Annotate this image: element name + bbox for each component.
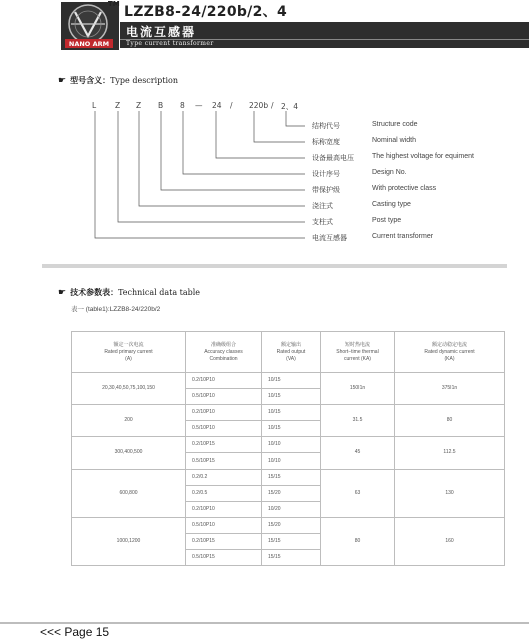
technical-data-heading: ☛ 技术参数表：Technical data table <box>58 288 201 298</box>
desc-en: Current transformer <box>372 233 434 240</box>
accuracy-cell: 0.5/10P10 <box>186 517 262 533</box>
header-dynamic-current: 额定动稳定电流 Rated dynamic current (KA) <box>395 332 505 373</box>
primary-current-cell: 20,30,40,50,75,100,150 <box>72 373 186 405</box>
output-cell: 10/15 <box>262 405 321 421</box>
table-row <box>72 405 505 421</box>
pointing-hand-icon: ☛ <box>58 76 67 86</box>
code-letter: 24 <box>212 101 222 110</box>
dynamic-cell: 160 <box>395 517 505 565</box>
desc-cn: 电流互感器 <box>312 234 347 242</box>
code-letter: B <box>158 101 164 110</box>
footer-rule <box>0 622 529 624</box>
code-letter: Z <box>115 101 121 110</box>
section-divider <box>42 264 507 268</box>
header-rated-output: 额定输出 Rated output (VA) <box>262 332 321 373</box>
desc-en: Structure code <box>372 121 418 128</box>
desc-en: Design No. <box>372 169 407 176</box>
desc-cn: 结构代号 <box>312 122 340 130</box>
desc-cn: 浇注式 <box>312 202 333 210</box>
dynamic-cell: 375I1n <box>395 373 505 405</box>
table-row <box>72 437 505 453</box>
header-thermal-current: 短时热电流 Short−time thermal current (KA) <box>321 332 395 373</box>
primary-current-cell: 600,800 <box>72 469 186 517</box>
output-cell: 15/20 <box>262 517 321 533</box>
accuracy-cell: 0.2/0.2 <box>186 469 262 485</box>
desc-en: Nominal width <box>372 137 416 144</box>
desc-en: Casting type <box>372 201 411 208</box>
trademark-mark: TM <box>108 0 120 8</box>
output-cell: 15/15 <box>262 469 321 485</box>
output-cell: 10/15 <box>262 421 321 437</box>
pointing-hand-icon: ☛ <box>58 288 67 298</box>
thermal-cell: 31.5 <box>321 405 395 437</box>
desc-en: With protective class <box>372 185 437 192</box>
type-description-heading: ☛ 型号含义：Type description <box>58 76 179 86</box>
primary-current-cell: 200 <box>72 405 186 437</box>
thermal-cell: 45 <box>321 437 395 469</box>
code-connector-lines <box>0 0 529 260</box>
output-cell: 10/15 <box>262 389 321 405</box>
table-caption: 表一 (table1):LZZB8-24/220b/2 <box>71 306 161 313</box>
code-letter: / <box>230 101 233 110</box>
thermal-cell: 63 <box>321 469 395 517</box>
accuracy-cell: 0.5/10P10 <box>186 421 262 437</box>
output-cell: 15/20 <box>262 485 321 501</box>
primary-current-cell: 300,400,500 <box>72 437 186 469</box>
output-cell: 15/15 <box>262 550 321 566</box>
accuracy-cell: 0.2/10P15 <box>186 533 262 549</box>
accuracy-cell: 0.2/10P10 <box>186 373 262 389</box>
output-cell: 10/10 <box>262 453 321 469</box>
product-title-en: Type current transformer <box>126 40 214 47</box>
output-cell: 10/15 <box>262 373 321 389</box>
dynamic-cell: 130 <box>395 469 505 517</box>
table-row <box>72 517 505 533</box>
header-primary-current: 额定一次电流 Rated primary current (A) <box>72 332 186 373</box>
logo-text: NANO ARM <box>68 40 110 48</box>
table-row <box>72 469 505 485</box>
header-accuracy-classes: 准确级组合 Accuracy classes Combination <box>186 332 262 373</box>
code-letter: — <box>195 101 203 110</box>
desc-en: The highest voltage for equiment <box>372 153 474 160</box>
output-cell: 10/10 <box>262 437 321 453</box>
desc-cn: 设备最高电压 <box>312 154 354 162</box>
accuracy-cell: 0.5/10P15 <box>186 550 262 566</box>
model-title: LZZB8-24/220b/2、4 <box>124 4 287 20</box>
product-title-cn: 电流互感器 <box>126 25 197 39</box>
accuracy-cell: 0.5/10P10 <box>186 389 262 405</box>
table-header-row <box>72 332 505 373</box>
page-number: <<< Page 15 <box>40 625 110 639</box>
desc-cn: 支柱式 <box>312 218 333 226</box>
accuracy-cell: 0.2/10P10 <box>186 501 262 517</box>
code-letter: 8 <box>180 101 185 110</box>
accuracy-cell: 0.2/10P15 <box>186 437 262 453</box>
table-row <box>72 373 505 389</box>
desc-cn: 带保护级 <box>312 186 340 194</box>
primary-current-cell: 1000,1200 <box>72 517 186 565</box>
technical-data-table <box>71 331 505 566</box>
desc-cn: 设计序号 <box>312 170 340 178</box>
accuracy-cell: 0.5/10P15 <box>186 453 262 469</box>
dynamic-cell: 80 <box>395 405 505 437</box>
code-letter: 2、4 <box>281 102 299 111</box>
output-cell: 10/20 <box>262 501 321 517</box>
thermal-cell: 80 <box>321 517 395 565</box>
thermal-cell: 150I1n <box>321 373 395 405</box>
desc-cn: 标称宽度 <box>312 138 340 146</box>
dynamic-cell: 112.5 <box>395 437 505 469</box>
code-letter: / <box>271 101 274 110</box>
output-cell: 15/15 <box>262 533 321 549</box>
accuracy-cell: 0.2/10P10 <box>186 405 262 421</box>
code-letter: 220b <box>249 101 269 110</box>
code-letter: L <box>92 101 97 110</box>
accuracy-cell: 0.2/0.5 <box>186 485 262 501</box>
desc-en: Post type <box>372 217 402 224</box>
code-letter: Z <box>136 101 142 110</box>
